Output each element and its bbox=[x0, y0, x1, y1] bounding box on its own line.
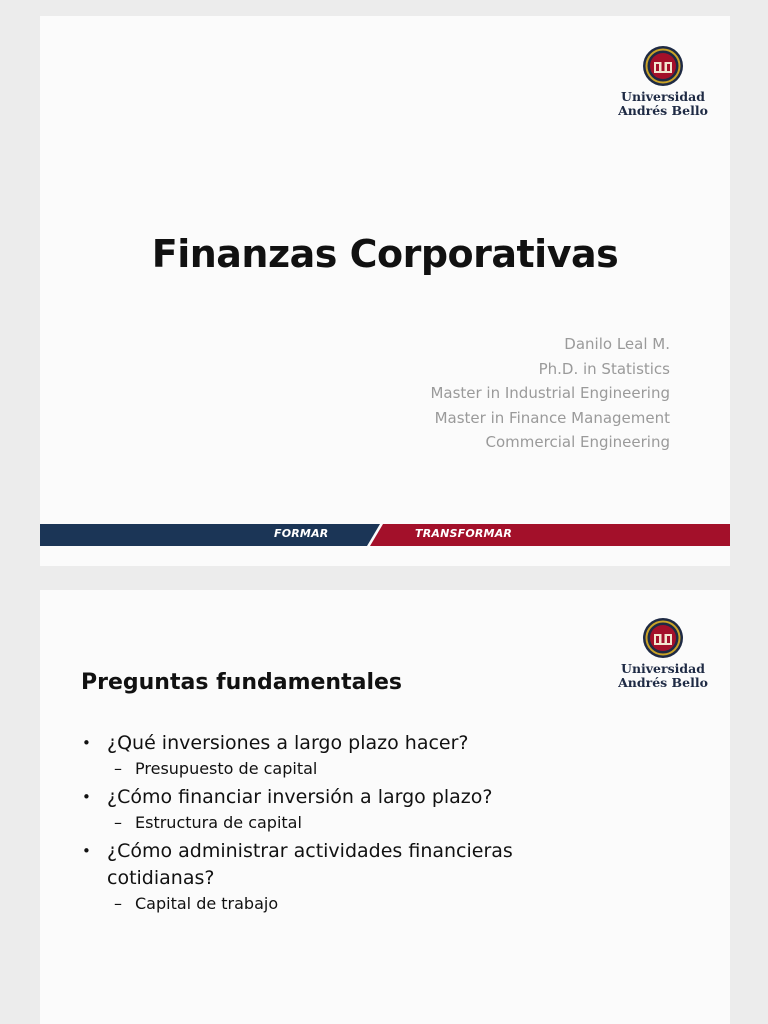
university-logo bbox=[613, 44, 713, 118]
banner-right-label: TRANSFORMAR bbox=[415, 527, 513, 540]
banner-left-label: FORMAR bbox=[274, 527, 329, 540]
slide-title bbox=[40, 16, 730, 566]
formar-transformar-banner bbox=[40, 524, 730, 546]
credential-line: Commercial Engineering bbox=[485, 433, 670, 451]
university-logo bbox=[613, 616, 713, 690]
logo-line-1: Universidad bbox=[621, 89, 705, 104]
question-list bbox=[80, 730, 600, 919]
university-crest-icon bbox=[641, 44, 685, 88]
question-subitem: – Estructura de capital bbox=[80, 811, 600, 834]
question-item: • ¿Cómo financiar inversión a largo plazo? bbox=[80, 784, 600, 811]
university-crest-icon bbox=[641, 616, 685, 660]
logo-line-2: Andrés Bello bbox=[618, 103, 708, 118]
author-credentials bbox=[430, 332, 670, 455]
credential-line: Master in Industrial Engineering bbox=[430, 384, 670, 402]
slide-questions bbox=[40, 590, 730, 1024]
author-name: Danilo Leal M. bbox=[564, 335, 670, 353]
slide-heading: Preguntas fundamentales bbox=[81, 670, 402, 695]
question-subitem: – Presupuesto de capital bbox=[80, 757, 600, 780]
credential-line: Ph.D. in Statistics bbox=[538, 359, 670, 378]
logo-line-2: Andrés Bello bbox=[618, 675, 708, 690]
slide-title-text: Finanzas Corporativas bbox=[151, 232, 619, 276]
logo-line-1: Universidad bbox=[621, 661, 705, 676]
question-item: • ¿Cómo administrar actividades financieras cotidianas? bbox=[80, 838, 600, 892]
question-item: • ¿Qué inversiones a largo plazo hacer? bbox=[80, 730, 600, 757]
question-subitem: – Capital de trabajo bbox=[80, 892, 600, 915]
credential-line: Master in Finance Management bbox=[434, 408, 670, 427]
